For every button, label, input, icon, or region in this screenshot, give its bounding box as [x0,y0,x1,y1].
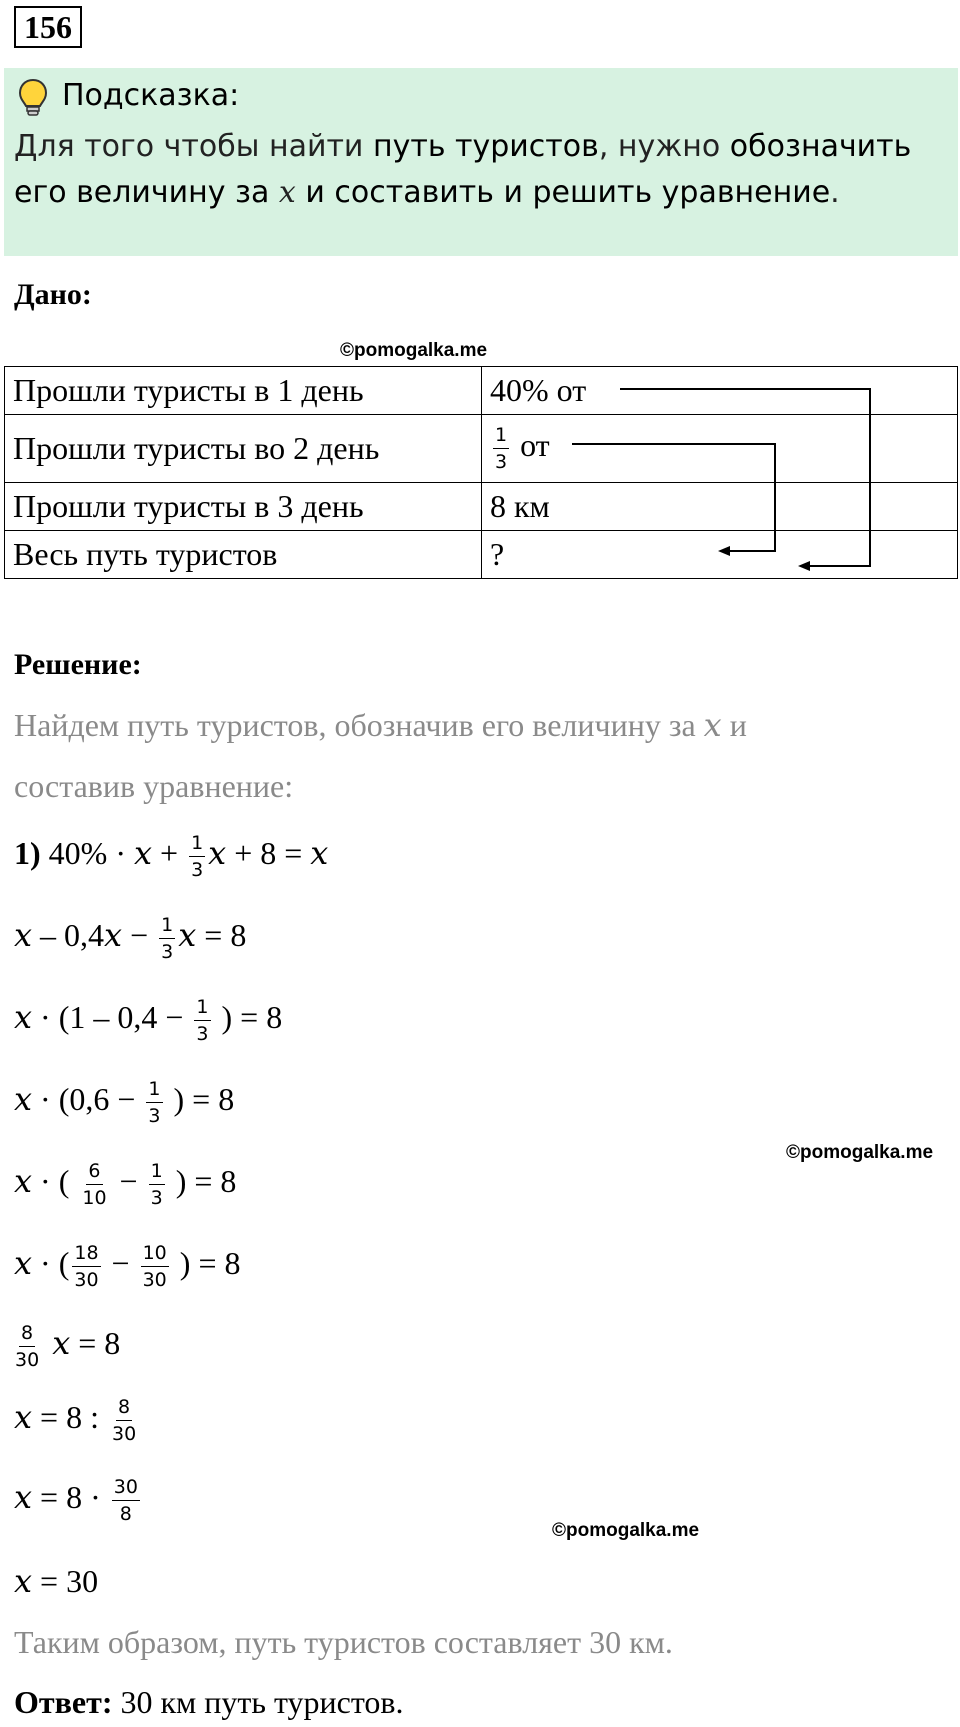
arrow-line-day1 [620,389,870,566]
watermark: ©pomogalka.me [786,1142,934,1163]
arrow-head-day1 [798,561,810,571]
arrow-head-day2 [718,546,730,556]
equation-7: $\frac{8}{30}$ x = 8 [15,1322,121,1371]
row-value: ? [482,531,958,579]
equation-5: x · ( $\frac{6}{10}$ − $\frac{1}{3}$ ) = 8 [14,1160,237,1209]
row-value: 8 км [482,483,958,531]
given-title: Дано: [14,278,92,311]
solution-title: Решение: [14,648,142,681]
row-label: Весь путь туристов [5,531,482,579]
equation-3: x · (1 – 0,4 − $\frac{1}{3}$ ) = 8 [14,996,283,1045]
table-arrows [0,0,960,600]
arrow-line-day2 [572,444,775,551]
watermark: ©pomogalka.me [340,340,488,361]
solution-intro-line1: Найдем путь туристов, обозначив его величину за x и [14,706,747,744]
row-value: 40% от [482,367,958,415]
equation-4: x · (0,6 − $\frac{1}{3}$ ) = 8 [14,1078,235,1127]
conclusion: Таким образом, путь туристов составляет 30 км. [14,1624,673,1660]
row-value: $\frac{1}{3}$ от [482,415,958,483]
equation-6: x · ( $\frac{18}{30}$ − $\frac{10}{30}$ ) = 8 [14,1242,241,1291]
problem-number: 156 [14,6,82,48]
solution-intro-line2: составив уравнение: [14,768,294,804]
row-label: Прошли туристы в 1 день [5,367,482,415]
answer: Ответ: 30 км путь туристов. [14,1684,404,1720]
equation-9: x = 8 · $\frac{30}{8}$ [14,1476,138,1525]
equation-10: x = 30 [14,1562,99,1600]
hint-text: Для того чтобы найти путь туристов, нужно обозначить его величину за x и составить и решить уравнение. [14,129,912,210]
equation-8: x = 8 : $\frac{8}{30}$ [14,1396,137,1445]
equation-2: x – 0,4x − $\frac{1}{3}$ x = 8 [14,914,247,963]
row-label: Прошли туристы в 3 день [5,483,482,531]
watermark: ©pomogalka.me [552,1520,700,1541]
row-label: Прошли туристы во 2 день [5,415,482,483]
fraction: $\frac{1}{3}$ [495,424,508,473]
equation-1: 1) 40% · x + $\frac{1}{3}$ x + 8 = x [14,832,329,881]
hint-title: Подсказка: [62,78,240,113]
